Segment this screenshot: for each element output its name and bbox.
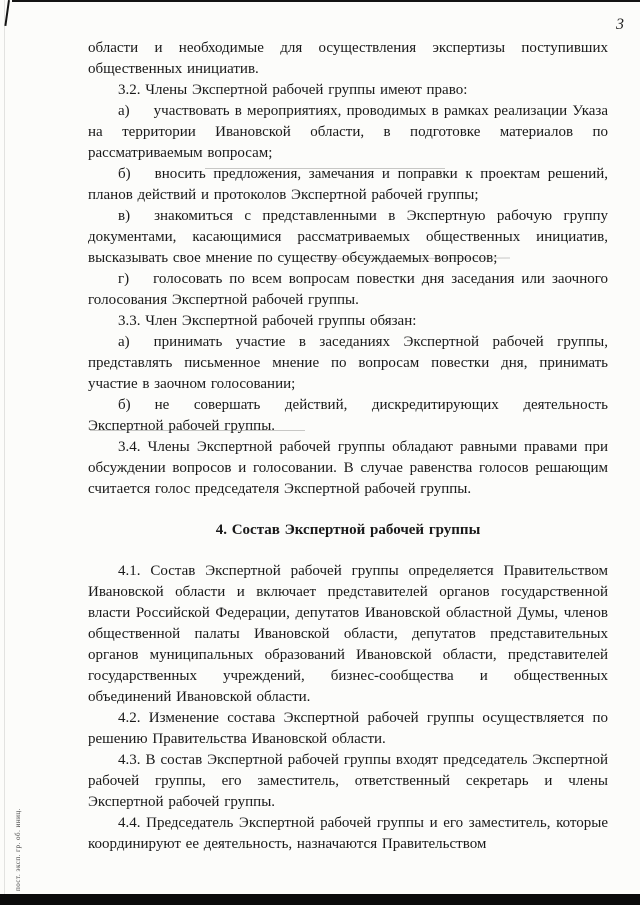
paragraph-text: знакомиться с представленными в Экспертную рабочую группу документами, касающимися рассматриваемых общественных инициатив, высказывать свое мнение по существу обсуждаемых вопросов;: [88, 208, 608, 266]
paragraph-text: голосовать по всем вопросам повестки дня заседания или заочного голосования Экспертной рабочей группы.: [88, 271, 608, 308]
section-heading: 4. Состав Экспертной рабочей группы: [215, 522, 481, 538]
paragraph: 3.3. Член Экспертной рабочей группы обязан:: [118, 313, 417, 329]
list-item-paragraph: [88, 332, 608, 395]
list-item-paragraph: [88, 269, 608, 311]
list-marker: а): [118, 334, 130, 350]
list-marker: а): [118, 103, 130, 119]
list-marker: б): [118, 397, 131, 413]
paragraph-text: участвовать в мероприятиях, проводимых в рамках реализации Указа на территории Ивановской области, в подготовке материалов по рассматриваемым вопросам;: [88, 103, 608, 161]
scan-artifact-left-tick: [4, 0, 10, 26]
paragraph: 3.4. Члены Экспертной рабочей группы обладают равными правами при обсуждении вопросов и голосовании. В случае равенства голосов решающим считается голос председателя Экспертной рабочей группы.: [88, 439, 608, 497]
paragraph: 4.2. Изменение состава Экспертной рабочей группы осуществляется по решению Правительства Ивановской области.: [88, 710, 608, 747]
paragraph-text: принимать участие в заседаниях Экспертной рабочей группы, представлять письменное мнение по вопросам повестки дня, принимать участие в заочном голосовании;: [88, 334, 608, 392]
scan-artifact-bottom-bar: [0, 894, 640, 905]
paragraph: области и необходимые для осуществления экспертизы поступивших общественных инициатив.: [88, 40, 608, 77]
list-marker: б): [118, 166, 131, 182]
list-marker: в): [118, 208, 131, 224]
list-item-paragraph: [88, 206, 608, 269]
paragraph: 4.3. В состав Экспертной рабочей группы входят председатель Экспертной рабочей группы, его заместитель, ответственный секретарь и члены Экспертной рабочей группы.: [88, 752, 608, 810]
paragraph-text: не совершать действий, дискредитирующих деятельность Экспертной рабочей группы.: [88, 397, 608, 434]
scan-artifact-top-line: [12, 0, 640, 2]
paragraph-text: вносить предложения, замечания и поправки к проектам решений, планов действий и протоколов Экспертной рабочей группы;: [88, 166, 608, 203]
paragraph: 3.2. Члены Экспертной рабочей группы имеют право:: [118, 82, 468, 98]
list-marker: г): [118, 271, 130, 287]
list-item-paragraph: [88, 395, 608, 437]
paragraph: 4.4. Председатель Экспертной рабочей группы и его заместитель, которые координируют ее деятельность, назначаются Правительством: [88, 815, 608, 852]
paragraph: 4.1. Состав Экспертной рабочей группы определяется Правительством Ивановской области и включает представителей органов государственной власти Российской Федерации, депутатов Ивановской областной Думы, членов общественной палаты Ивановской области, депутатов представительных органов муниципальных образований Ивановской области, представителей государственных учреждений, бизнес-сообщества и общественных объединений Ивановской области.: [88, 563, 608, 705]
document-body: [88, 38, 608, 855]
scan-artifact-left-edge: [4, 0, 5, 905]
list-item-paragraph: [88, 164, 608, 206]
margin-stamp-note: пост. эксп. гр. об. иниц.: [14, 808, 22, 891]
page-number: 3: [616, 16, 624, 33]
list-item-paragraph: [88, 101, 608, 164]
